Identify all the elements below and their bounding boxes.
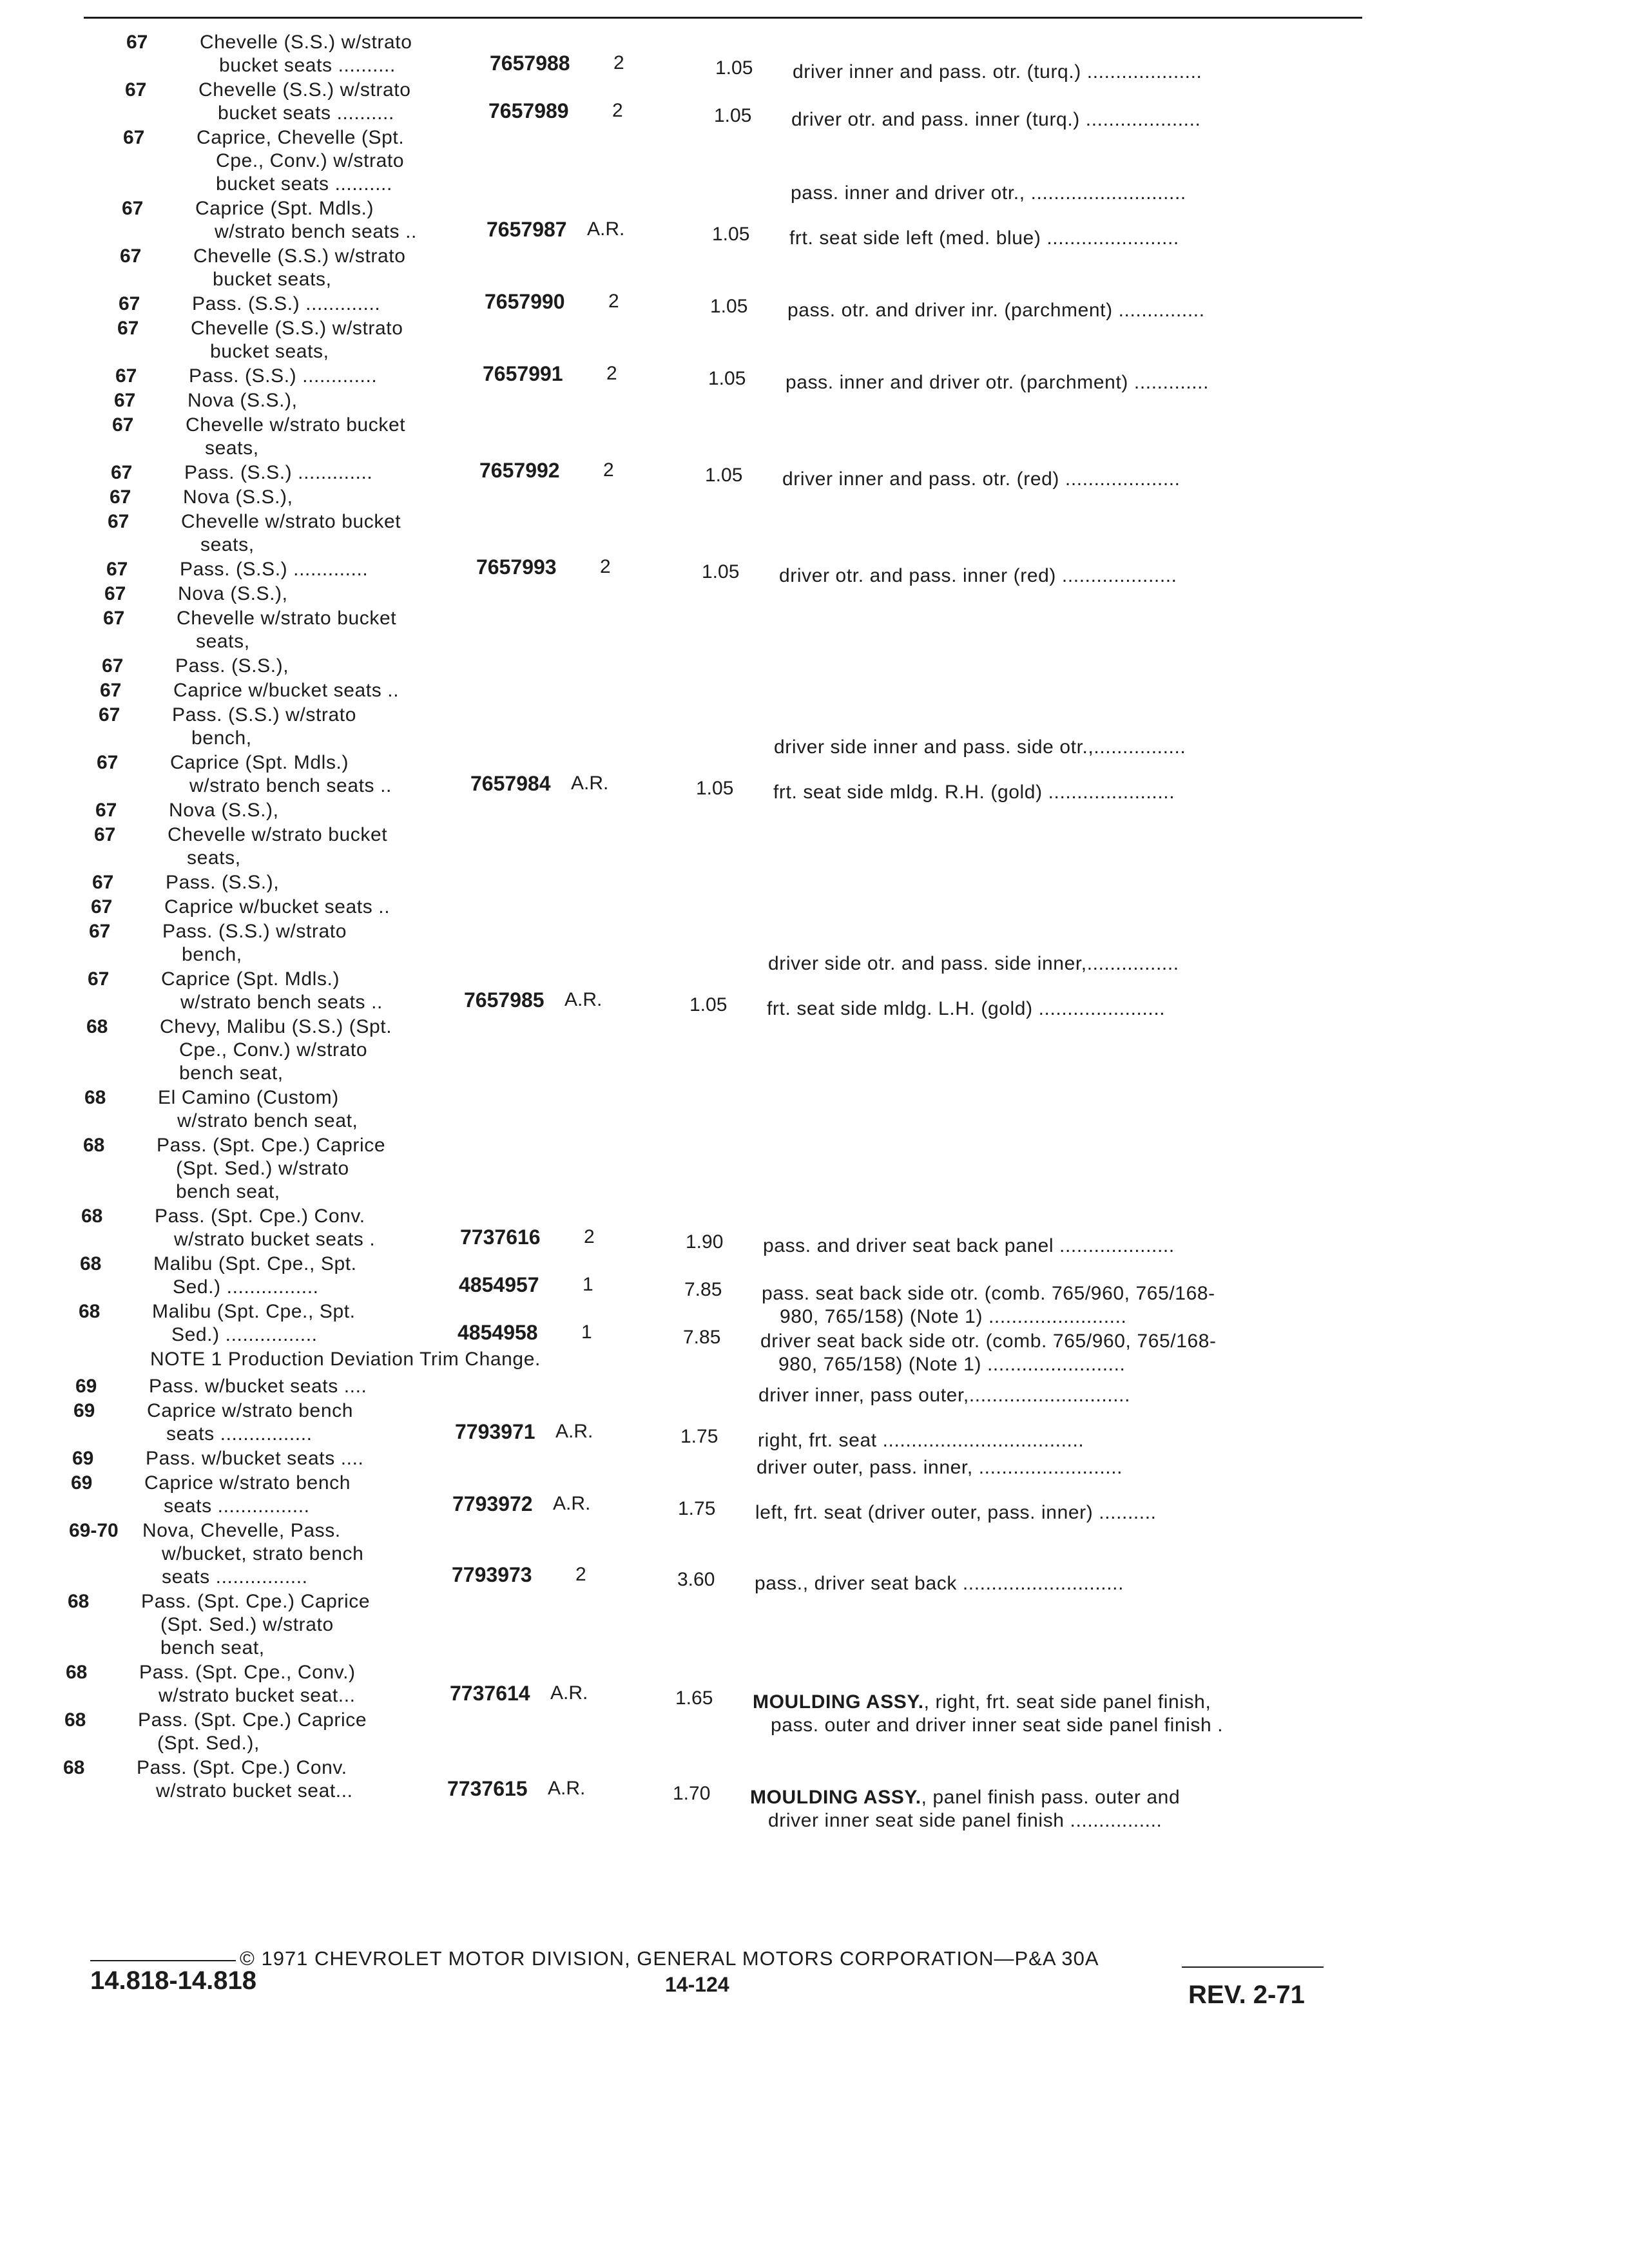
model-description-cont: seats, (187, 847, 241, 869)
model-description-cont: Sed.) ................ (171, 1324, 318, 1345)
model-year: 68 (81, 1206, 103, 1227)
model-year: 67 (110, 486, 131, 508)
model-description: Caprice w/strato bench (144, 1472, 351, 1494)
model-description: Chevelle (S.S.) w/strato (198, 79, 411, 101)
model-description: Pass. (S.S.), (166, 872, 280, 893)
model-year: 67 (106, 559, 128, 580)
model-description-cont: bucket seats, (213, 269, 332, 290)
part-number: 7657993 (476, 555, 557, 579)
model-description: Pass. w/bucket seats .... (146, 1448, 364, 1469)
quantity: A.R. (555, 1421, 593, 1442)
model-description: Chevelle (S.S.) w/strato (191, 318, 403, 339)
model-description: Pass. (S.S.) ............. (189, 365, 378, 387)
model-year: 68 (83, 1135, 105, 1156)
part-description: driver otr. and pass. inner (turq.) .................... (791, 109, 1201, 130)
model-description-cont: bench, (191, 727, 252, 749)
part-number: 7657992 (479, 459, 560, 482)
model-year: 67 (102, 655, 124, 677)
model-year: 67 (88, 968, 110, 990)
part-description: driver otr. and pass. inner (red) .................... (779, 565, 1177, 586)
model-description: Caprice w/strato bench (147, 1400, 354, 1421)
model-year: 67 (100, 680, 122, 701)
model-description: Pass. (Spt. Cpe.) Conv. (155, 1206, 365, 1227)
model-year: 68 (84, 1087, 106, 1108)
model-year: 68 (68, 1591, 90, 1612)
quantity: A.R. (564, 989, 602, 1010)
model-description-cont: bench seat, (176, 1181, 280, 1202)
price: 1.05 (705, 465, 743, 486)
model-description: Caprice w/bucket seats .. (173, 680, 400, 701)
quantity: 2 (613, 52, 624, 73)
part-description-cont: pass. outer and driver inner seat side panel finish . (771, 1715, 1224, 1736)
model-description: Pass. (S.S.), (175, 655, 289, 677)
quantity: 2 (612, 100, 623, 121)
model-year: 67 (117, 318, 139, 339)
part-number: 7737614 (450, 1682, 530, 1705)
quantity: 2 (608, 291, 619, 312)
model-year: 67 (108, 511, 130, 532)
part-description-cont: 980, 765/158) (Note 1) ........................ (780, 1306, 1127, 1327)
model-description-cont: (Spt. Sed.) w/strato (160, 1614, 334, 1635)
model-year: 67 (94, 824, 116, 845)
part-description: driver outer, pass. inner, ......................... (757, 1457, 1123, 1478)
model-description-cont: Sed.) ................ (173, 1276, 319, 1298)
model-description: Nova, Chevelle, Pass. (142, 1520, 341, 1541)
part-description: pass. inner and driver otr. (parchment) ............. (786, 372, 1210, 393)
model-year: 67 (104, 583, 126, 604)
part-number: 7657990 (485, 290, 565, 313)
quantity: 1 (581, 1321, 592, 1343)
model-description: Chevelle (S.S.) w/strato (200, 32, 412, 53)
part-number: 7657987 (487, 218, 567, 241)
model-year: 68 (64, 1709, 86, 1731)
model-year: 69 (75, 1376, 97, 1397)
model-year: 67 (111, 462, 133, 483)
quantity: A.R. (553, 1493, 591, 1514)
model-year: 67 (92, 872, 114, 893)
price: 1.70 (673, 1783, 711, 1804)
model-description-cont: w/strato bench seats .. (215, 221, 417, 242)
model-description-cont: (Spt. Sed.) w/strato (176, 1158, 349, 1179)
model-description-cont: Cpe., Conv.) w/strato (216, 150, 405, 171)
model-description: Nova (S.S.), (188, 390, 298, 411)
part-description: pass. otr. and driver inr. (parchment) ............... (787, 300, 1205, 321)
model-description: Caprice w/bucket seats .. (164, 896, 390, 918)
price: 1.05 (702, 561, 740, 582)
model-description: Pass. (Spt. Cpe., Conv.) (139, 1662, 356, 1683)
model-description-cont: w/strato bucket seats . (174, 1229, 376, 1250)
model-year: 67 (89, 921, 111, 942)
model-description: Pass. (S.S.) w/strato (162, 921, 347, 942)
model-year: 67 (122, 198, 144, 219)
model-description: Pass. w/bucket seats .... (149, 1376, 367, 1397)
model-year: 67 (114, 390, 136, 411)
model-description-cont: w/strato bucket seat... (159, 1685, 356, 1706)
part-description-cont: 980, 765/158) (Note 1) ........................ (778, 1354, 1126, 1375)
model-description: Nova (S.S.), (183, 486, 293, 508)
part-number: 7657991 (483, 362, 563, 385)
part-description: pass. seat back side otr. (comb. 765/960, 765/168- (762, 1283, 1215, 1304)
part-number: 4854957 (459, 1273, 539, 1296)
footer-left-code: 14.818-14.818 (90, 1966, 257, 1995)
model-year: 67 (123, 127, 145, 148)
model-year: 67 (112, 414, 134, 436)
model-description: Pass. (Spt. Cpe.) Caprice (157, 1135, 386, 1156)
quantity: 1 (583, 1274, 593, 1295)
model-description-cont: bucket seats, (210, 341, 329, 362)
price: 1.05 (712, 224, 750, 245)
model-description-cont: w/strato bench seats .. (189, 775, 392, 796)
model-description: Chevelle (S.S.) w/strato (193, 245, 406, 267)
model-year: 69 (73, 1400, 95, 1421)
model-description: Pass. (S.S.) ............. (184, 462, 373, 483)
price: 1.75 (680, 1426, 718, 1447)
model-year: 67 (103, 608, 125, 629)
model-year: 67 (115, 365, 137, 387)
part-description: pass. and driver seat back panel .................... (763, 1235, 1175, 1256)
part-number: 7793971 (455, 1420, 535, 1443)
part-description: driver side inner and pass. side otr.,................ (774, 736, 1186, 758)
model-description-cont: seats, (205, 437, 259, 459)
part-number: 7657988 (490, 52, 570, 75)
model-description: Pass. (Spt. Cpe.) Caprice (138, 1709, 367, 1731)
model-description: Pass. (S.S.) w/strato (172, 704, 356, 726)
price: 3.60 (677, 1569, 715, 1590)
model-description: Chevelle w/strato bucket (186, 414, 406, 436)
price: 1.65 (675, 1687, 713, 1709)
part-description: driver inner, pass outer,............................ (758, 1385, 1131, 1406)
footer-rule-right (1182, 1966, 1324, 1968)
quantity: 2 (584, 1226, 595, 1247)
price: 1.75 (678, 1498, 716, 1519)
part-description: driver seat back side otr. (comb. 765/960, 765/168- (760, 1331, 1217, 1352)
price: 7.85 (684, 1279, 722, 1300)
model-description: Chevy, Malibu (S.S.) (Spt. (160, 1016, 392, 1037)
model-year: 67 (97, 752, 119, 773)
model-description: Malibu (Spt. Cpe., Spt. (153, 1253, 357, 1274)
price: 1.05 (715, 57, 753, 79)
part-description: pass. inner and driver otr., ........................... (791, 182, 1186, 204)
price: 1.05 (710, 296, 748, 317)
quantity: 2 (606, 363, 617, 384)
model-description-cont: seats ................ (166, 1423, 313, 1445)
price: 1.90 (686, 1231, 724, 1253)
model-description-cont: seats, (200, 534, 255, 555)
model-year: 67 (126, 32, 148, 53)
model-year: 67 (95, 800, 117, 821)
model-description-cont: w/strato bucket seat... (156, 1780, 353, 1802)
model-description: Pass. (S.S.) ............. (180, 559, 369, 580)
model-description-cont: bucket seats .......... (216, 173, 392, 195)
model-year: 68 (66, 1662, 88, 1683)
model-year: 67 (91, 896, 113, 918)
model-year: 67 (119, 293, 140, 314)
model-description-cont: bench seat, (179, 1062, 284, 1084)
footer-rule-left (90, 1960, 236, 1961)
model-description: Malibu (Spt. Cpe., Spt. (152, 1301, 356, 1322)
model-description: El Camino (Custom) (158, 1087, 339, 1108)
model-year: 68 (86, 1016, 108, 1037)
footer-revision: REV. 2-71 (1188, 1981, 1305, 2009)
model-description: Chevelle w/strato bucket (168, 824, 388, 845)
part-number: 7657984 (470, 772, 551, 795)
model-description-cont: bench seat, (160, 1637, 265, 1658)
model-year: 69 (72, 1448, 94, 1469)
model-description: Caprice, Chevelle (Spt. (197, 127, 405, 148)
part-description: driver inner and pass. otr. (turq.) .................... (793, 61, 1202, 82)
price: 1.05 (714, 105, 752, 126)
footer-page-number: 14-124 (665, 1973, 729, 1996)
model-description: Pass. (S.S.) ............. (192, 293, 381, 314)
model-description-cont: bucket seats .......... (219, 55, 396, 76)
price: 1.05 (689, 994, 728, 1015)
quantity: A.R. (548, 1778, 586, 1799)
part-description-cont: driver inner seat side panel finish ................ (768, 1810, 1162, 1831)
part-description: pass., driver seat back ............................ (755, 1573, 1124, 1594)
part-description: left, frt. seat (driver outer, pass. inner) .......... (755, 1502, 1157, 1523)
model-year: 67 (125, 79, 147, 101)
price: 1.05 (696, 778, 734, 799)
quantity: A.R. (571, 773, 609, 794)
quantity: 2 (600, 556, 611, 577)
part-description: driver side otr. and pass. side inner,................ (768, 953, 1179, 974)
model-year: 69-70 (69, 1520, 119, 1541)
part-number: 7657985 (464, 988, 545, 1012)
top-rule (84, 17, 1362, 19)
model-description: Caprice (Spt. Mdls.) (170, 752, 349, 773)
part-number: 7793973 (452, 1563, 532, 1586)
part-description: MOULDING ASSY., right, frt. seat side panel finish, (753, 1691, 1211, 1713)
part-number: 7793972 (452, 1492, 533, 1515)
model-year: 68 (79, 1301, 101, 1322)
model-description-cont: bench, (182, 944, 242, 965)
model-year: 69 (71, 1472, 93, 1494)
model-description-cont: w/strato bench seats .. (180, 992, 383, 1013)
quantity: A.R. (587, 218, 625, 240)
model-description: NOTE 1 Production Deviation Trim Change. (150, 1349, 541, 1370)
model-description: Pass. (Spt. Cpe.) Caprice (141, 1591, 371, 1612)
model-year: 68 (63, 1757, 85, 1778)
quantity: 2 (575, 1564, 586, 1585)
model-description: Pass. (Spt. Cpe.) Conv. (137, 1757, 347, 1778)
model-year: 68 (80, 1253, 102, 1274)
quantity: A.R. (550, 1682, 588, 1704)
model-description-cont: (Spt. Sed.), (157, 1733, 260, 1754)
model-description-cont: Cpe., Conv.) w/strato (179, 1039, 368, 1061)
model-description: Caprice (Spt. Mdls.) (161, 968, 340, 990)
part-description: MOULDING ASSY., panel finish pass. outer and (750, 1787, 1181, 1808)
model-description-cont: w/bucket, strato bench (162, 1543, 364, 1564)
part-number: 7657989 (488, 99, 569, 122)
model-description: Nova (S.S.), (169, 800, 279, 821)
quantity: 2 (603, 459, 614, 481)
model-description-cont: bucket seats .......... (218, 102, 394, 124)
part-number: 7737615 (447, 1777, 528, 1800)
model-year: 67 (120, 245, 142, 267)
part-description: frt. seat side left (med. blue) ....................... (789, 227, 1179, 249)
model-description: Caprice (Spt. Mdls.) (195, 198, 374, 219)
part-description: frt. seat side mldg. L.H. (gold) ...................... (767, 998, 1166, 1019)
model-description: Nova (S.S.), (178, 583, 288, 604)
model-description: Chevelle w/strato bucket (181, 511, 401, 532)
model-description: Chevelle w/strato bucket (177, 608, 397, 629)
model-description-cont: seats ................ (162, 1566, 308, 1588)
part-number: 7737616 (460, 1225, 541, 1249)
model-year: 67 (99, 704, 120, 726)
model-description-cont: w/strato bench seat, (177, 1110, 358, 1131)
part-description: driver inner and pass. otr. (red) .................... (782, 468, 1181, 490)
part-description: frt. seat side mldg. R.H. (gold) ...................... (773, 782, 1175, 803)
model-description-cont: seats ................ (164, 1495, 310, 1517)
price: 1.05 (708, 368, 746, 389)
part-description: right, frt. seat ................................... (758, 1430, 1084, 1451)
price: 7.85 (683, 1327, 721, 1348)
model-description-cont: seats, (196, 631, 250, 652)
footer-copyright: © 1971 CHEVROLET MOTOR DIVISION, GENERAL MOTORS CORPORATION—P&A 30A (240, 1947, 1099, 1970)
part-number: 4854958 (458, 1321, 538, 1344)
